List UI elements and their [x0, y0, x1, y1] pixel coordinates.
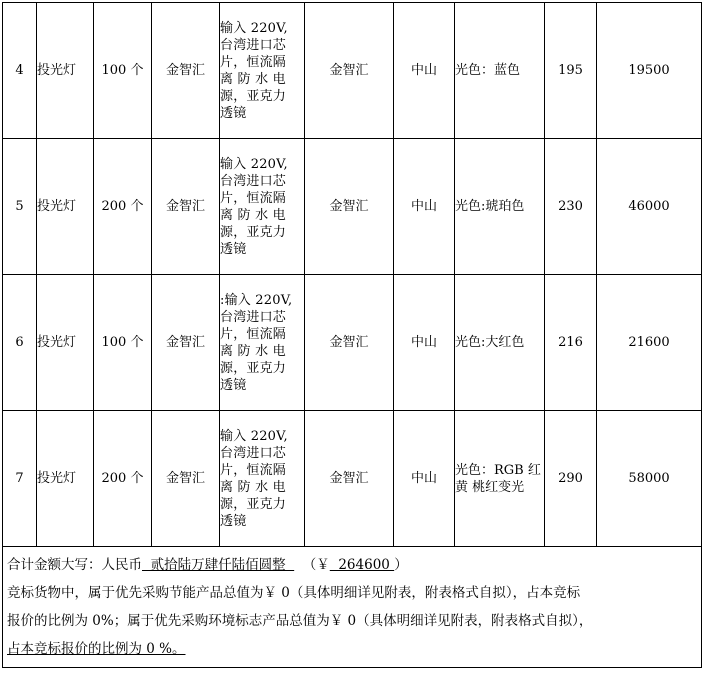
spec-line: 台湾进口芯 [220, 445, 287, 461]
spec-line: 离 防 水 电 [220, 207, 286, 223]
origin-cell: 中山 [394, 139, 455, 275]
spec-line: 离 防 水 电 [220, 71, 286, 87]
spec-line: :输入 220V, [220, 292, 293, 308]
spec-line: 片，恒流隔 [220, 190, 287, 206]
energy-saving-line: 竞标货物中，属于优先采购节能产品总值为￥ 0（具体明细详见附表，附表格式自拟），占本竞标 [7, 585, 581, 601]
light-color-cell: 光色：蓝色 [455, 3, 545, 139]
brand-cell: 金智汇 [152, 411, 220, 547]
spec-line: 输入 220V, [220, 156, 288, 172]
spec-cell [220, 139, 305, 275]
spec-line: 片，恒流隔 [220, 326, 287, 342]
manufacturer-cell: 金智汇 [305, 3, 394, 139]
total-amount-number: 264600 [329, 557, 395, 573]
quantity-cell: 200 个 [94, 139, 152, 275]
line-total-cell: 58000 [597, 411, 702, 547]
product-name-cell: 投光灯 [37, 139, 94, 275]
origin-cell: 中山 [394, 275, 455, 411]
quantity-cell: 200 个 [94, 411, 152, 547]
table-body [3, 3, 702, 547]
light-color-cell: 光色:大红色 [455, 275, 545, 411]
spec-line: 透镜 [220, 513, 247, 529]
brand-cell: 金智汇 [152, 3, 220, 139]
footer-cell [3, 547, 702, 668]
total-amount-line [7, 551, 697, 579]
spec-line: 透镜 [220, 377, 247, 393]
total-label: 合计金额大写：人民币 [7, 557, 142, 573]
line-total-cell: 46000 [597, 139, 702, 275]
item-number-cell: 4 [3, 3, 37, 139]
spec-line: 透镜 [220, 105, 247, 121]
spec-line: 源，亚克力 [220, 224, 287, 240]
item-number-cell: 6 [3, 275, 37, 411]
spec-cell [220, 3, 305, 139]
spec-line: 输入 220V, [220, 20, 288, 36]
total-paren-close: ） [394, 557, 408, 573]
spec-line: 片，恒流隔 [220, 54, 287, 70]
unit-price-cell: 195 [545, 3, 597, 139]
brand-cell: 金智汇 [152, 275, 220, 411]
light-color-cell: 光色：RGB 红黄 桃红变光 [455, 411, 545, 547]
unit-price-cell: 216 [545, 275, 597, 411]
line-total-cell: 21600 [597, 275, 702, 411]
eco-label-line: 报价的比例为 0%；属于优先采购环境标志产品总值为￥ 0（具体明细详见附表，附表格式自拟）， [7, 613, 593, 629]
spec-line: 源，亚克力 [220, 360, 287, 376]
table-row [3, 139, 702, 275]
brand-cell: 金智汇 [152, 139, 220, 275]
unit-price-cell: 290 [545, 411, 597, 547]
item-number-cell: 7 [3, 411, 37, 547]
item-number-cell: 5 [3, 139, 37, 275]
spec-line: 片，恒流隔 [220, 462, 287, 478]
spec-line: 透镜 [220, 241, 247, 257]
line-total-cell: 19500 [597, 3, 702, 139]
spec-line: 源，亚克力 [220, 88, 287, 104]
spec-line: 离 防 水 电 [220, 479, 286, 495]
table-row [3, 3, 702, 139]
spec-line: 离 防 水 电 [220, 343, 286, 359]
origin-cell: 中山 [394, 411, 455, 547]
table-row [3, 411, 702, 547]
unit-price-cell: 230 [545, 139, 597, 275]
total-paren-open: （￥ [302, 557, 330, 573]
quantity-cell: 100 个 [94, 275, 152, 411]
product-name-cell: 投光灯 [37, 275, 94, 411]
spec-line: 台湾进口芯 [220, 309, 287, 325]
spec-line: 输入 220V, [220, 428, 288, 444]
origin-cell: 中山 [394, 3, 455, 139]
manufacturer-cell: 金智汇 [305, 275, 394, 411]
table-row [3, 275, 702, 411]
product-name-cell: 投光灯 [37, 3, 94, 139]
spec-cell [220, 275, 305, 411]
spec-line: 台湾进口芯 [220, 173, 287, 189]
ratio-line: 占本竞标报价的比例为 0 %。 [7, 641, 186, 657]
product-name-cell: 投光灯 [37, 411, 94, 547]
table-footer [3, 547, 702, 668]
manufacturer-cell: 金智汇 [305, 139, 394, 275]
manufacturer-cell: 金智汇 [305, 411, 394, 547]
spec-line: 源，亚克力 [220, 496, 287, 512]
light-color-cell: 光色:琥珀色 [455, 139, 545, 275]
spec-cell [220, 411, 305, 547]
total-amount-words: 贰拾陆万肆仟陆佰圆整 [142, 557, 295, 573]
quantity-cell: 100 个 [94, 3, 152, 139]
spec-line: 台湾进口芯 [220, 37, 287, 53]
quote-table [2, 2, 702, 668]
